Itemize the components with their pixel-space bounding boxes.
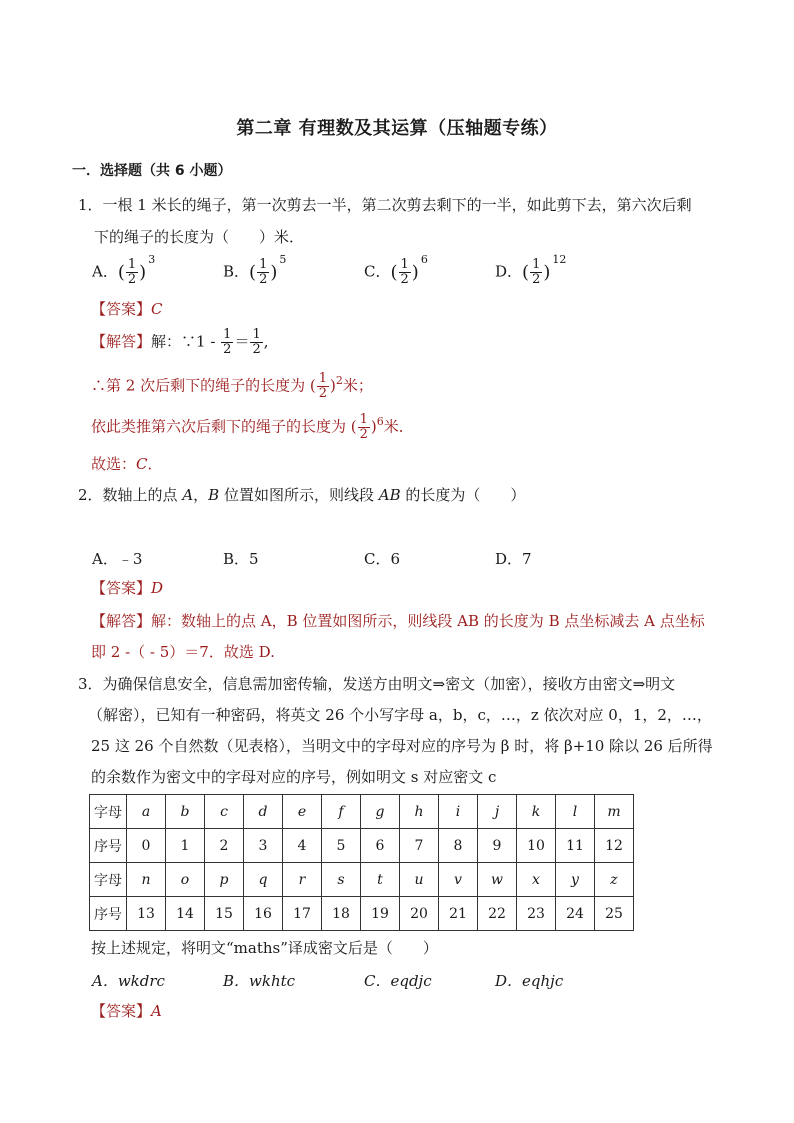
- table-cell: 12: [595, 829, 634, 863]
- table-cell: 3: [244, 829, 283, 863]
- table-cell: 24: [556, 897, 595, 931]
- table-header-letter: 字母: [90, 795, 127, 829]
- cipher-table: [89, 794, 634, 931]
- q2-option-c[interactable]: C．6: [364, 550, 401, 568]
- table-cell: q: [244, 863, 283, 897]
- q1-solution-line3: 依此类推第六次后剩下的绳子的长度为 ( $\frac{1}{2}$ )$^6$米．: [91, 412, 414, 442]
- q3-line3: 25 这 26 个自然数（见表格），当明文中的字母对应的序号为 β 时，将 β+10 除以 26 后所得: [91, 737, 713, 755]
- table-cell: i: [439, 795, 478, 829]
- table-cell: y: [556, 863, 595, 897]
- fraction-half: $\frac{1}{2}$: [400, 257, 409, 287]
- q1-solution-line2: ∴第 2 次后剩下的绳子的长度为 ( $\frac{1}{2}$ )$^2$米；: [91, 371, 373, 401]
- table-row: [90, 863, 634, 897]
- table-cell: 20: [400, 897, 439, 931]
- q2-line1: 2．数轴上的点 A，B 位置如图所示，则线段 AB 的长度为（ ）: [78, 486, 526, 504]
- table-cell: j: [478, 795, 517, 829]
- q2-answer: 【答案】D: [91, 579, 164, 597]
- q1-option-b[interactable]: B．( $\frac{1}{2}$ )$^5$: [223, 252, 287, 287]
- table-cell: e: [283, 795, 322, 829]
- q1-line2: 下的绳子的长度为（ ）米．: [94, 228, 305, 246]
- table-row: [90, 795, 634, 829]
- fraction-half: $\frac{1}{2}$: [223, 327, 232, 357]
- table-cell: 17: [283, 897, 322, 931]
- table-cell: 9: [478, 829, 517, 863]
- table-cell: 25: [595, 897, 634, 931]
- table-cell: 5: [322, 829, 361, 863]
- section-heading: 一．选择题（共 6 小题）: [72, 163, 232, 179]
- q1-option-c[interactable]: C．( $\frac{1}{2}$ )$^6$: [364, 252, 428, 287]
- table-cell: 4: [283, 829, 322, 863]
- table-cell: p: [205, 863, 244, 897]
- q2-option-d[interactable]: D．7: [495, 550, 532, 568]
- table-cell: 1: [166, 829, 205, 863]
- table-row: [90, 897, 634, 931]
- q1-option-d[interactable]: D．( $\frac{1}{2}$ )$^{12}$: [495, 252, 567, 287]
- table-cell: l: [556, 795, 595, 829]
- q2-solution-line2: 即 2 -（ - 5）＝7．故选 D.: [91, 643, 275, 661]
- table-cell: 14: [166, 897, 205, 931]
- table-cell: u: [400, 863, 439, 897]
- table-cell: 16: [244, 897, 283, 931]
- q3-line1: 3．为确保信息安全，信息需加密传输，发送方由明文⇒密文（加密），接收方由密文⇒明文: [78, 675, 676, 693]
- table-cell: n: [127, 863, 166, 897]
- q3-question: 按上述规定，将明文“maths”译成密文后是（ ）: [91, 939, 438, 957]
- table-cell: 8: [439, 829, 478, 863]
- table-cell: 7: [400, 829, 439, 863]
- table-cell: c: [205, 795, 244, 829]
- table-cell: v: [439, 863, 478, 897]
- q1-line1: 1．一根 1 米长的绳子，第一次剪去一半，第二次剪去剩下的一半，如此剪下去，第六次后剩: [78, 196, 692, 214]
- q3-answer: 【答案】A: [91, 1002, 162, 1020]
- q3-line4: 的余数作为密文中的字母对应的序号，例如明文 s 对应密文 c: [91, 768, 497, 786]
- table-cell: k: [517, 795, 556, 829]
- q2-solution-line1: 【解答】解：数轴上的点 A，B 位置如图所示，则线段 AB 的长度为 B 点坐标减去 A 点坐标: [91, 612, 705, 630]
- q1-answer: 【答案】C: [91, 300, 163, 318]
- table-cell: s: [322, 863, 361, 897]
- table-cell: 2: [205, 829, 244, 863]
- q2-option-b[interactable]: B．5: [223, 550, 259, 568]
- table-cell: m: [595, 795, 634, 829]
- table-cell: 22: [478, 897, 517, 931]
- q3-option-a[interactable]: A．wkdrc: [92, 972, 165, 990]
- table-cell: r: [283, 863, 322, 897]
- page-title: 第二章 有理数及其运算（压轴题专练）: [236, 118, 558, 139]
- table-cell: d: [244, 795, 283, 829]
- table-cell: f: [322, 795, 361, 829]
- table-cell: g: [361, 795, 400, 829]
- table-cell: a: [127, 795, 166, 829]
- fraction-half: $\frac{1}{2}$: [259, 257, 268, 287]
- fraction-half: $\frac{1}{2}$: [127, 257, 137, 287]
- table-cell: 15: [205, 897, 244, 931]
- q1-option-a[interactable]: A．( $\frac{1}{2}$ )$^3$: [92, 252, 156, 287]
- table-cell: 11: [556, 829, 595, 863]
- table-row: [90, 829, 634, 863]
- table-cell: w: [478, 863, 517, 897]
- table-cell: x: [517, 863, 556, 897]
- fraction-half: $\frac{1}{2}$: [252, 327, 261, 357]
- table-cell: 23: [517, 897, 556, 931]
- table-cell: 21: [439, 897, 478, 931]
- table-cell: 10: [517, 829, 556, 863]
- table-cell: 19: [361, 897, 400, 931]
- fraction-half: $\frac{1}{2}$: [532, 257, 541, 287]
- q3-option-b[interactable]: B．wkhtc: [223, 972, 296, 990]
- q3-option-c[interactable]: C．eqdjc: [364, 972, 432, 990]
- table-cell: 18: [322, 897, 361, 931]
- q1-solution-line1: 【解答】解：∵1 - $\frac{1}{2}$ ＝ $\frac{1}{2}$ ,: [91, 327, 269, 357]
- table-header-letter: 字母: [90, 863, 127, 897]
- table-cell: z: [595, 863, 634, 897]
- q1-conclusion: 故选：C．: [91, 455, 163, 473]
- table-cell: 6: [361, 829, 400, 863]
- table-cell: 13: [127, 897, 166, 931]
- table-cell: h: [400, 795, 439, 829]
- table-cell: 0: [127, 829, 166, 863]
- q3-line2: （解密），已知有一种密码，将英文 26 个小写字母 a，b，c，…，z 依次对应 0，1，2，…，: [88, 706, 712, 724]
- table-header-index: 序号: [90, 897, 127, 931]
- q3-option-d[interactable]: D．eqhjc: [495, 972, 564, 990]
- table-cell: t: [361, 863, 400, 897]
- table-cell: o: [166, 863, 205, 897]
- table-header-index: 序号: [90, 829, 127, 863]
- q2-option-a[interactable]: A．﹣3: [92, 550, 143, 568]
- table-cell: b: [166, 795, 205, 829]
